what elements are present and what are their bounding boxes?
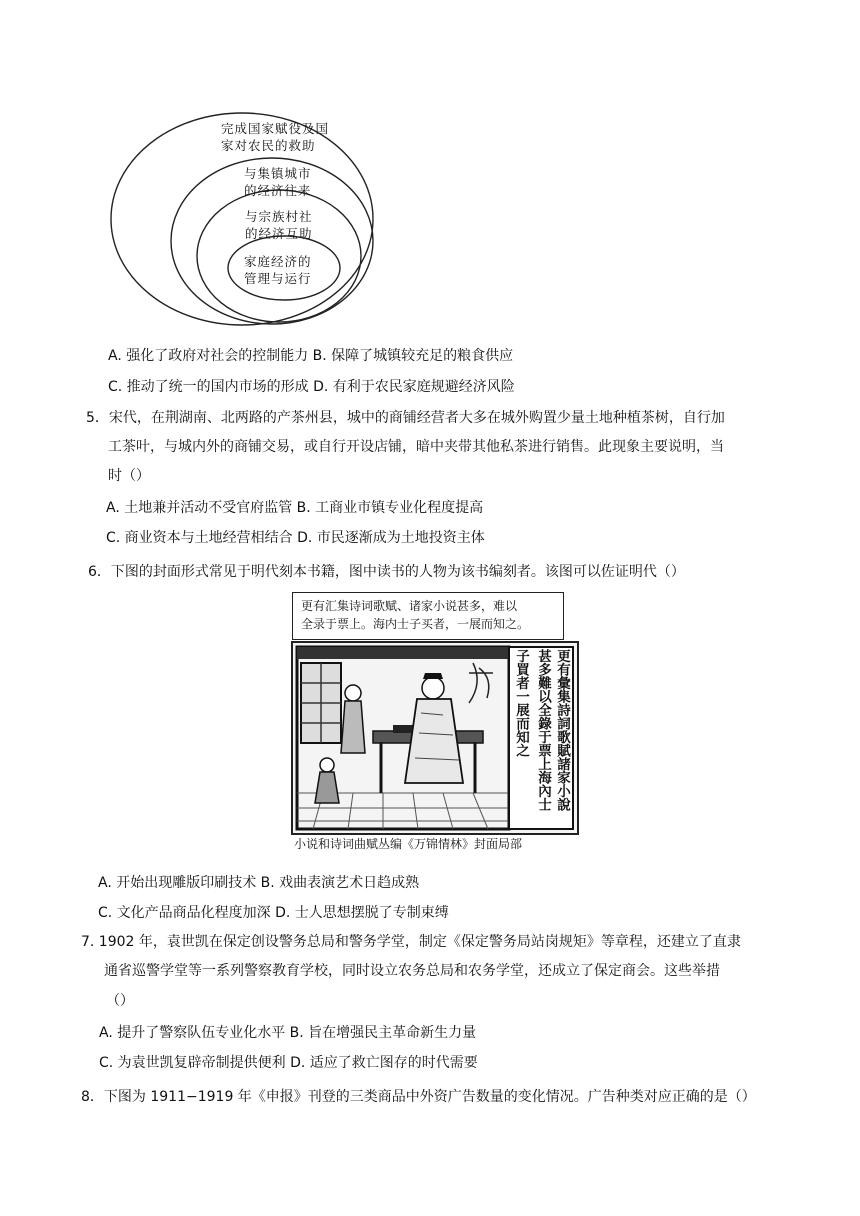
q4-options-ab: A. 强化了政府对社会的控制能力 B. 保障了城镇较充足的粮食供应 xyxy=(108,348,514,364)
q7-stem-line1: 7. 1902 年，袁世凯在保定创设警务总局和警务学堂，制定《保定警务局站岗规矩》等章程，还建立了直隶 xyxy=(81,934,741,950)
vertical-text-col2: 甚多難以全錄于票上海內士 xyxy=(535,649,551,811)
third-label: 与宗族村社 的经济互助 xyxy=(245,209,313,241)
q5-stem-line2: 工茶叶，与城内外的商铺交易，或自行开设店铺，暗中夹带其他私茶进行销售。此现象主要说明，当 xyxy=(108,439,724,455)
modern-caption-line1: 更有汇集诗词歌赋、诸家小说甚多，难以 xyxy=(301,599,518,613)
vertical-text-col1: 更有彙集詩詞歌賦諸家小說 xyxy=(554,649,570,811)
q4-options-cd: C. 推动了统一的国内市场的形成 D. 有利于农民家庭规避经济风险 xyxy=(108,379,515,395)
q5-options-ab: A. 土地兼并活动不受官府监管 B. 工商业市镇专业化程度提高 xyxy=(106,500,484,516)
modern-caption-line2: 全录于票上。海内士子买者，一展而知之。 xyxy=(301,617,530,631)
q5-stem-line3: 时（） xyxy=(108,468,150,484)
q7-stem-line2: 通省巡警学堂等一系列警察教育学校，同时设立农务总局和农务学堂，还成立了保定商会。这些举措 xyxy=(104,963,720,979)
q8-stem: 8．下图为 1911−1919 年《申报》刊登的三类商品中外资广告数量的变化情况。广告种类对应正确的是（） xyxy=(81,1089,756,1105)
q7-options-cd: C. 为袁世凯复辟帝制提供便利 D. 适应了救亡图存的时代需要 xyxy=(99,1055,478,1071)
q6-stem: 6．下图的封面形式常见于明代刻本书籍，图中读书的人物为该书编刻者。该图可以佐证明代（） xyxy=(88,564,685,580)
vertical-text-col3: 子買者一展而知之 xyxy=(513,649,529,757)
inner-label: 家庭经济的 管理与运行 xyxy=(244,254,312,286)
image-caption: 小说和诗词曲赋丛编《万锦情林》封面局部 xyxy=(294,837,523,851)
second-label: 与集镇城市 的经济往来 xyxy=(244,166,312,198)
q5-stem-line1: 5．宋代，在荆湖南、北两路的产茶州县，城中的商铺经营者大多在城外购置少量土地种植茶树，自行加 xyxy=(86,410,725,426)
outer-label: 完成国家赋役及国 家对农民的救助 xyxy=(221,121,330,153)
woodblock-illustration xyxy=(291,641,579,835)
q5-options-cd: C. 商业资本与土地经营相结合 D. 市民逐渐成为土地投资主体 xyxy=(106,530,485,546)
q6-options-cd: C. 文化产品商品化程度加深 D. 士人思想摆脱了专制束缚 xyxy=(98,905,449,921)
q6-options-ab: A. 开始出现雕版印刷技术 B. 戏曲表演艺术日趋成熟 xyxy=(98,875,420,891)
q7-options-ab: A. 提升了警察队伍专业化水平 B. 旨在增强民主革命新生力量 xyxy=(99,1025,477,1041)
modern-caption-box xyxy=(292,592,564,640)
q7-stem-line3: （） xyxy=(106,993,134,1009)
